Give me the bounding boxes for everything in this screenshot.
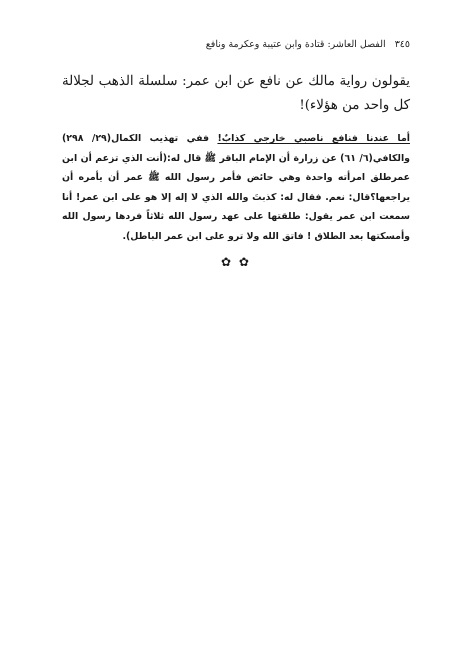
flower-ornament-icon: ✿ — [221, 255, 234, 269]
running-header — [62, 38, 410, 52]
flower-ornament-icon: ✿ — [238, 255, 251, 269]
footnote-text: ففي تهذيب الكمال(٢٩/ ٢٩٨) والكافي(٦/ ٦١) عن زرارة أن الإمام الباقر ﷺ قال له:(أنت الذي تزعم أن ابن عمرطلق امرأته واحدة وهي حائض فأمر رسول الله ﷺ عمر أن يأمره أن يراجعها؟قال: نعم. فقال له: كذبتَ والله الذي لا إله إلا هو على ابن عمر! أنا سمعت ابن عمر يقول: طلقتها على عهد رسول الله ثلاثاً فردها رسول الله وأمسكتها بعد الطلاق ! فاتق الله ولا ترو على ابن عمر الباطل). — [62, 133, 410, 242]
page-number: ٣٤٥ — [394, 39, 410, 50]
section-ornaments — [62, 255, 410, 269]
running-title: الفصل العاشر: قتادة وابن عتيبة وعكرمة ونافع — [205, 39, 386, 50]
footnote-underlined-text: أما عندنا فنافع ناصبي خارجي كذابٌ! — [217, 133, 410, 144]
page — [62, 38, 410, 269]
main-paragraph: يقولون رواية مالك عن نافع عن ابن عمر: سلسلة الذهب لجلالة كل واحد من هؤلاء)! — [62, 74, 410, 113]
footnote-paragraph — [62, 129, 410, 246]
